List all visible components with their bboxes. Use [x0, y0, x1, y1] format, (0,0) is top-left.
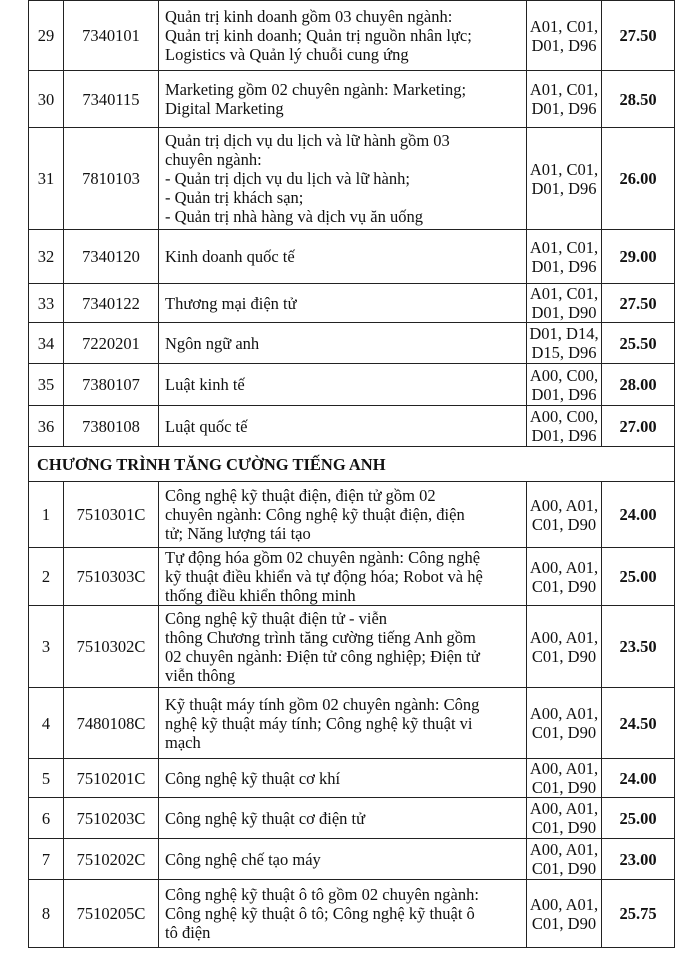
major-name-line: Quản trị kinh doanh gồm 03 chuyên ngành:: [165, 7, 453, 26]
major-name-cell: [159, 71, 527, 128]
major-code-cell: 7220201: [64, 323, 159, 364]
major-name-cell: [159, 759, 527, 798]
subject-combination-line: C01, D90: [531, 723, 597, 742]
major-name-line: Công nghệ kỹ thuật điện, điện tử gồm 02: [165, 486, 436, 505]
admission-score-cell: 23.50: [602, 606, 675, 688]
major-name-line: Logistics và Quản lý chuỗi cung ứng: [165, 45, 409, 64]
subject-combination-line: A00, A01,: [529, 894, 599, 914]
row-number-cell: 36: [29, 406, 64, 447]
major-name-line: Marketing gồm 02 chuyên ngành: Marketing;: [165, 80, 467, 99]
subject-combination-cell: [527, 364, 602, 406]
major-name-cell: [159, 284, 527, 323]
table-row: [29, 406, 675, 447]
major-name-line: - Quản trị khách sạn;: [165, 188, 304, 207]
major-name-line: Kỹ thuật máy tính gồm 02 chuyên ngành: Công: [165, 694, 480, 714]
subject-combination-line: D01, D96: [531, 384, 597, 404]
admission-score-cell: 24.00: [602, 759, 675, 798]
subject-combination-cell: [527, 128, 602, 230]
table-row: [29, 688, 675, 759]
admission-score-cell: 27.50: [602, 284, 675, 323]
major-name-line: mạch: [165, 732, 201, 752]
major-code-cell: 7340101: [64, 1, 159, 71]
major-code-cell: 7510205C: [64, 880, 159, 948]
subject-combination-line: A00, C00,: [529, 407, 599, 426]
major-name-cell: [159, 1, 527, 71]
section-header-group: [29, 447, 675, 482]
subject-combination-line: A01, C01,: [529, 159, 599, 179]
table-row: [29, 71, 675, 128]
subject-combination-line: C01, D90: [531, 859, 597, 878]
major-code-cell: 7510201C: [64, 759, 159, 798]
subject-combination-cell: [527, 759, 602, 798]
admission-score-cell: 23.00: [602, 839, 675, 880]
major-name-cell: [159, 230, 527, 284]
major-name-line: chuyên ngành:: [165, 150, 262, 169]
admission-score-cell: 25.75: [602, 880, 675, 948]
admission-score-cell: 28.00: [602, 364, 675, 406]
major-name-cell: [159, 839, 527, 880]
major-name-cell: [159, 606, 527, 688]
subject-combination-line: D01, D14,: [529, 324, 599, 343]
table-row: [29, 1, 675, 71]
subject-combination-line: D01, D96: [531, 178, 597, 198]
subject-combination-cell: [527, 406, 602, 447]
major-name-line: Công nghệ kỹ thuật ô tô gồm 02 chuyên ngành:: [165, 885, 479, 904]
row-number-cell: 5: [29, 759, 64, 798]
subject-combination-cell: [527, 323, 602, 364]
admission-score-cell: 25.50: [602, 323, 675, 364]
section-title: CHƯƠNG TRÌNH TĂNG CƯỜNG TIẾNG ANH: [29, 447, 675, 482]
subject-combination-line: C01, D90: [531, 576, 597, 596]
major-name-line: kỹ thuật điều khiển và tự động hóa; Robot và hệ: [165, 567, 483, 586]
major-name-line: thông Chương trình tăng cường tiếng Anh gồm: [165, 627, 476, 647]
table-row: [29, 128, 675, 230]
subject-combination-cell: [527, 606, 602, 688]
major-name-line: thống điều khiển thông minh: [165, 586, 356, 605]
table-row: [29, 839, 675, 880]
major-name-line: nghệ kỹ thuật máy tính; Công nghệ kỹ thuật vi: [165, 713, 473, 733]
major-code-cell: 7340122: [64, 284, 159, 323]
major-name-line: Công nghệ kỹ thuật ô tô; Công nghệ kỹ thuật ô: [165, 904, 475, 923]
major-name-line: Digital Marketing: [165, 99, 284, 118]
row-number-cell: 30: [29, 71, 64, 128]
subject-combination-line: D01, D96: [531, 99, 597, 118]
subject-combination-line: A00, A01,: [529, 759, 599, 778]
subject-combination-cell: [527, 230, 602, 284]
row-number-cell: 7: [29, 839, 64, 880]
major-name-line: - Quản trị dịch vụ du lịch và lữ hành;: [165, 169, 410, 188]
subject-combination-cell: [527, 71, 602, 128]
row-number-cell: 2: [29, 548, 64, 606]
major-name-cell: [159, 482, 527, 548]
subject-combination-cell: [527, 482, 602, 548]
subject-combination-cell: [527, 548, 602, 606]
subject-combination-line: D01, D96: [531, 256, 597, 276]
subject-combination-line: A00, A01,: [529, 495, 599, 515]
major-name-line: Luật kinh tế: [165, 375, 245, 394]
table-row: [29, 606, 675, 688]
subject-combination-line: D15, D96: [531, 343, 597, 362]
major-name-line: - Quản trị nhà hàng và dịch vụ ăn uống: [165, 207, 423, 226]
admission-score-cell: 27.00: [602, 406, 675, 447]
subject-combination-line: C01, D90: [531, 778, 597, 797]
major-name-cell: [159, 128, 527, 230]
subject-combination-line: A01, C01,: [529, 237, 599, 257]
major-code-cell: 7510301C: [64, 482, 159, 548]
subject-combination-cell: [527, 284, 602, 323]
row-number-cell: 3: [29, 606, 64, 688]
row-number-cell: 1: [29, 482, 64, 548]
major-code-cell: 7810103: [64, 128, 159, 230]
row-number-cell: 33: [29, 284, 64, 323]
admission-score-cell: 29.00: [602, 230, 675, 284]
major-code-cell: 7510202C: [64, 839, 159, 880]
major-name-cell: [159, 688, 527, 759]
subject-combination-line: D01, D96: [531, 426, 597, 445]
table-row: [29, 284, 675, 323]
subject-combination-cell: [527, 1, 602, 71]
major-code-cell: 7510303C: [64, 548, 159, 606]
admission-score-cell: 26.00: [602, 128, 675, 230]
major-code-cell: 7340120: [64, 230, 159, 284]
major-name-cell: [159, 364, 527, 406]
major-name-cell: [159, 798, 527, 839]
major-name-line: Công nghệ chế tạo máy: [165, 849, 321, 869]
major-name-line: Luật quốc tế: [165, 416, 248, 436]
subject-combination-cell: [527, 839, 602, 880]
major-code-cell: 7510302C: [64, 606, 159, 688]
subject-combination-line: A01, C01,: [529, 284, 599, 303]
major-name-line: 02 chuyên ngành: Điện tử công nghiệp; Điện tử: [165, 646, 480, 666]
major-name-line: Quản trị kinh doanh; Quản trị nguồn nhân lực;: [165, 26, 472, 45]
subject-combination-cell: [527, 688, 602, 759]
subject-combination-line: C01, D90: [531, 913, 597, 933]
major-name-line: Công nghệ kỹ thuật cơ khí: [165, 768, 341, 788]
admission-score-cell: 24.50: [602, 688, 675, 759]
table-row: [29, 230, 675, 284]
subject-combination-cell: [527, 798, 602, 839]
major-code-cell: 7380107: [64, 364, 159, 406]
row-number-cell: 4: [29, 688, 64, 759]
admission-score-cell: 25.00: [602, 548, 675, 606]
row-number-cell: 32: [29, 230, 64, 284]
admission-score-cell: 25.00: [602, 798, 675, 839]
major-name-cell: [159, 548, 527, 606]
table-row: [29, 798, 675, 839]
subject-combination-line: C01, D90: [531, 646, 597, 666]
major-code-cell: 7340115: [64, 71, 159, 128]
admission-score-cell: 24.00: [602, 482, 675, 548]
subject-combination-line: A00, C00,: [529, 365, 599, 385]
subject-combination-line: D01, D90: [531, 303, 597, 322]
row-number-cell: 34: [29, 323, 64, 364]
subject-combination-line: A00, A01,: [529, 627, 599, 647]
subject-combination-line: A01, C01,: [529, 16, 599, 36]
admission-score-cell: 27.50: [602, 1, 675, 71]
row-number-cell: 29: [29, 1, 64, 71]
admission-score-table: [28, 0, 675, 948]
subject-combination-cell: [527, 880, 602, 948]
admission-score-cell: 28.50: [602, 71, 675, 128]
major-name-line: viễn thông: [165, 665, 236, 685]
subject-combination-line: A00, A01,: [529, 704, 599, 723]
table-row: [29, 759, 675, 798]
subject-combination-line: A00, A01,: [529, 799, 599, 818]
major-name-cell: [159, 880, 527, 948]
subject-combination-line: A00, A01,: [529, 557, 599, 577]
table-row: [29, 323, 675, 364]
major-code-cell: 7480108C: [64, 688, 159, 759]
subject-combination-line: A00, A01,: [529, 840, 599, 859]
major-name-line: Công nghệ kỹ thuật điện tử - viễn: [165, 608, 388, 628]
subject-combination-line: C01, D90: [531, 818, 597, 837]
major-name-line: Quản trị dịch vụ du lịch và lữ hành gồm 03: [165, 131, 450, 150]
major-name-line: tử; Năng lượng tái tạo: [165, 524, 311, 543]
row-number-cell: 6: [29, 798, 64, 839]
table-row: [29, 548, 675, 606]
subject-combination-line: D01, D96: [531, 35, 597, 55]
major-name-line: Kinh doanh quốc tế: [165, 247, 295, 266]
row-number-cell: 35: [29, 364, 64, 406]
table-row: [29, 364, 675, 406]
major-name-line: Thương mại điện tử: [165, 293, 297, 313]
major-name-cell: [159, 406, 527, 447]
row-number-cell: 31: [29, 128, 64, 230]
subject-combination-line: C01, D90: [531, 514, 597, 534]
table-body-regular: [29, 1, 675, 447]
table-body-enhanced-english: [29, 482, 675, 948]
major-name-line: Công nghệ kỹ thuật cơ điện tử: [165, 808, 366, 828]
table-row: [29, 880, 675, 948]
major-name-line: chuyên ngành: Công nghệ kỹ thuật điện, điện: [165, 505, 465, 524]
major-name-line: Tự động hóa gồm 02 chuyên ngành: Công nghệ: [165, 548, 481, 567]
major-name-line: tô điện: [165, 923, 211, 942]
major-code-cell: 7380108: [64, 406, 159, 447]
major-code-cell: 7510203C: [64, 798, 159, 839]
table-row: [29, 482, 675, 548]
subject-combination-line: A01, C01,: [529, 80, 599, 99]
section-header-row: [29, 447, 675, 482]
major-name-line: Ngôn ngữ anh: [165, 333, 260, 353]
row-number-cell: 8: [29, 880, 64, 948]
major-name-cell: [159, 323, 527, 364]
